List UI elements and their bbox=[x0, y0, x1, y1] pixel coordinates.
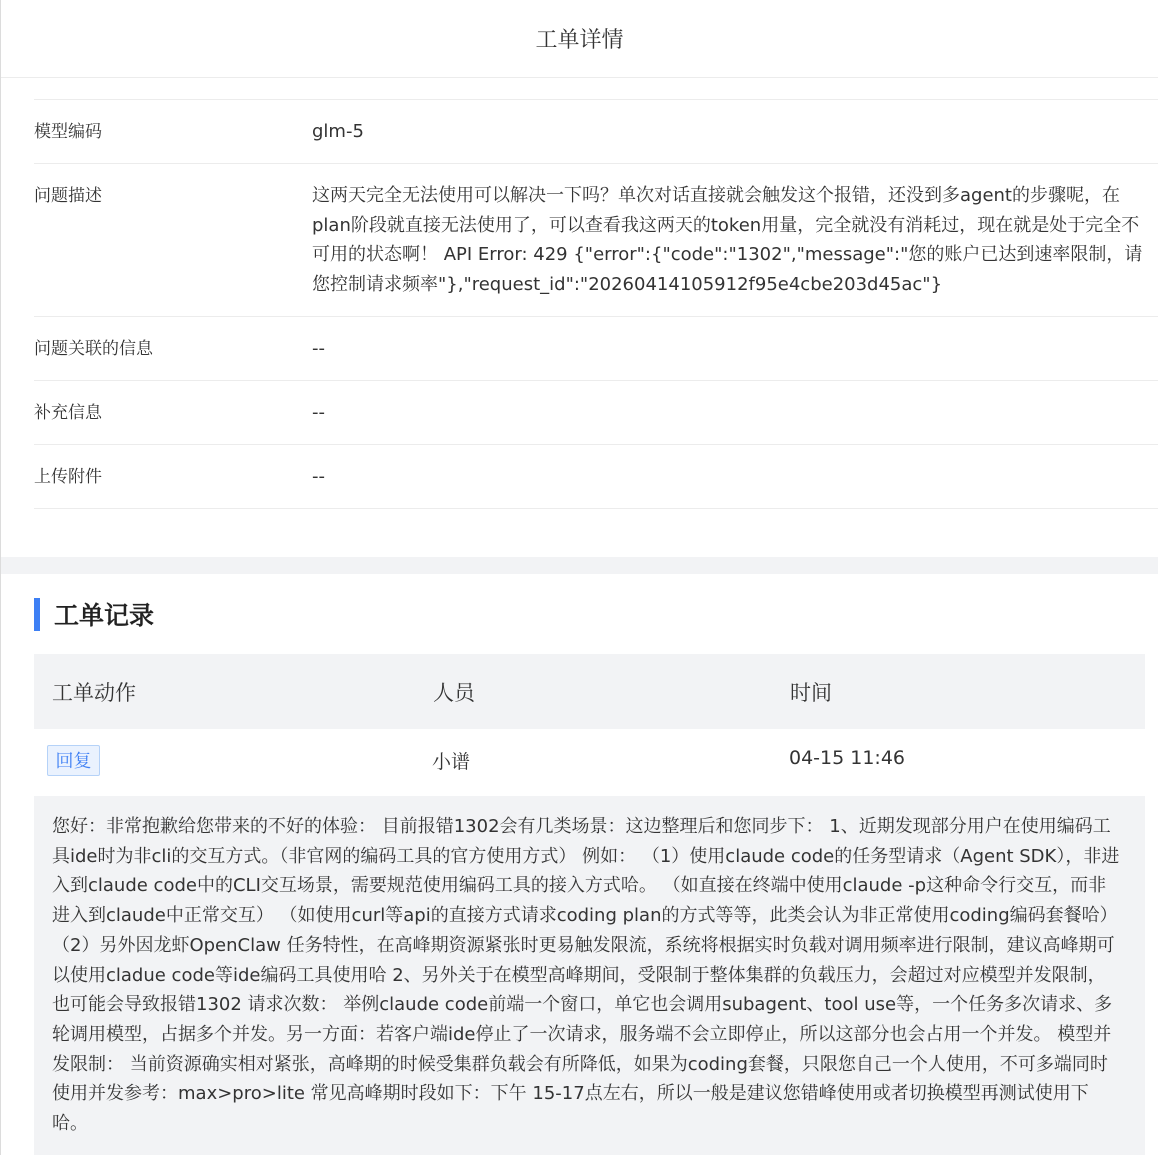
info-row-description bbox=[34, 164, 1158, 317]
record-time: 04-15 11:46 bbox=[789, 747, 906, 769]
records-table-header bbox=[34, 654, 1145, 729]
column-header-action: 工单动作 bbox=[52, 681, 136, 705]
extra-label: 补充信息 bbox=[34, 403, 102, 423]
record-person: 小谱 bbox=[432, 751, 471, 773]
description-value: 这两天完全无法使用可以解决一下吗？单次对话直接就会触发这个报错，还没到多agent的步骤呢，在plan阶段就直接无法使用了，可以查看我这两天的token用量，完全就没有消耗过，现在就是处于完全不可用的状态啊！ API Error: 429 {"error":{"code":"1302","message":"您的账户已达到速率限制，请您控制请求频率"},"request_id":"20260414105912f95e4cbe203d45ac"} bbox=[312, 185, 1143, 295]
records-title-text: 工单记录 bbox=[54, 601, 155, 630]
info-row-attachment bbox=[34, 445, 1158, 509]
reply-content: 您好：非常抱歉给您带来的不好的体验： 目前报错1302会有几类场景：这边整理后和您同步下： 1、近期发现部分用户在使用编码工具ide时为非cli的交互方式。（非官网的编码工具的官方使用方式） 例如： （1）使用claude code的任务型请求（Agent SDK），非进入到claude code中的CLI交互场景，需要规范使用编码工具的接入方式哈。 （如直接在终端中使用claude -p这种命令行交互，而非进入到claude中正常交互） （如使用curl等api的直接方式请求coding plan的方式等等，此类会认为非正常使用coding编码套餐哈） （2）另外因龙虾OpenClaw 任务特性，在高峰期资源紧张时更易触发限流，系统将根据实时负载对调用频率进行限制，建议高峰期可以使用cladue code等ide编码工具使用哈 2、另外关于在模型高峰期间，受限制于整体集群的负载压力，会超过对应模型并发限制，也可能会导致报错1302 请求次数： 举例claude code前端一个窗口，单它也会调用subagent、tool use等，一个任务多次请求、多轮调用模型，占据多个并发。另一方面：若客户端ide停止了一次请求，服务端不会立即停止，所以这部分也会占用一个并发。 模型并发限制： 当前资源确实相对紧张，高峰期的时候受集群负载会有所降低，如果为coding套餐，只限您自己一个人使用，不可多端同时使用并发参考：max>pro>lite 常见高峰期时段如下：下午 15-17点左右，所以一般是建议您错峰使用或者切换模型再测试使用下哈。 bbox=[34, 796, 1145, 1155]
info-row-related bbox=[34, 317, 1158, 381]
description-label: 问题描述 bbox=[34, 186, 102, 206]
attachment-label: 上传附件 bbox=[34, 467, 102, 487]
model-code-value: glm-5 bbox=[312, 121, 364, 142]
column-header-time: 时间 bbox=[790, 681, 832, 705]
column-header-person: 人员 bbox=[433, 681, 475, 705]
ticket-info-list bbox=[34, 99, 1158, 509]
table-row bbox=[34, 729, 1145, 795]
related-label: 问题关联的信息 bbox=[34, 339, 153, 359]
model-code-label: 模型编码 bbox=[34, 122, 102, 142]
info-row-extra bbox=[34, 381, 1158, 445]
title-accent-bar bbox=[34, 598, 40, 631]
action-tag-reply: 回复 bbox=[47, 745, 100, 776]
related-value: -- bbox=[312, 338, 325, 359]
records-section-title bbox=[34, 596, 154, 632]
info-row-model-code bbox=[34, 100, 1158, 164]
page-title: 工单详情 bbox=[535, 28, 624, 53]
page-header bbox=[1, 0, 1158, 78]
extra-value: -- bbox=[312, 402, 325, 423]
attachment-value: -- bbox=[312, 466, 325, 487]
section-divider bbox=[1, 557, 1158, 574]
